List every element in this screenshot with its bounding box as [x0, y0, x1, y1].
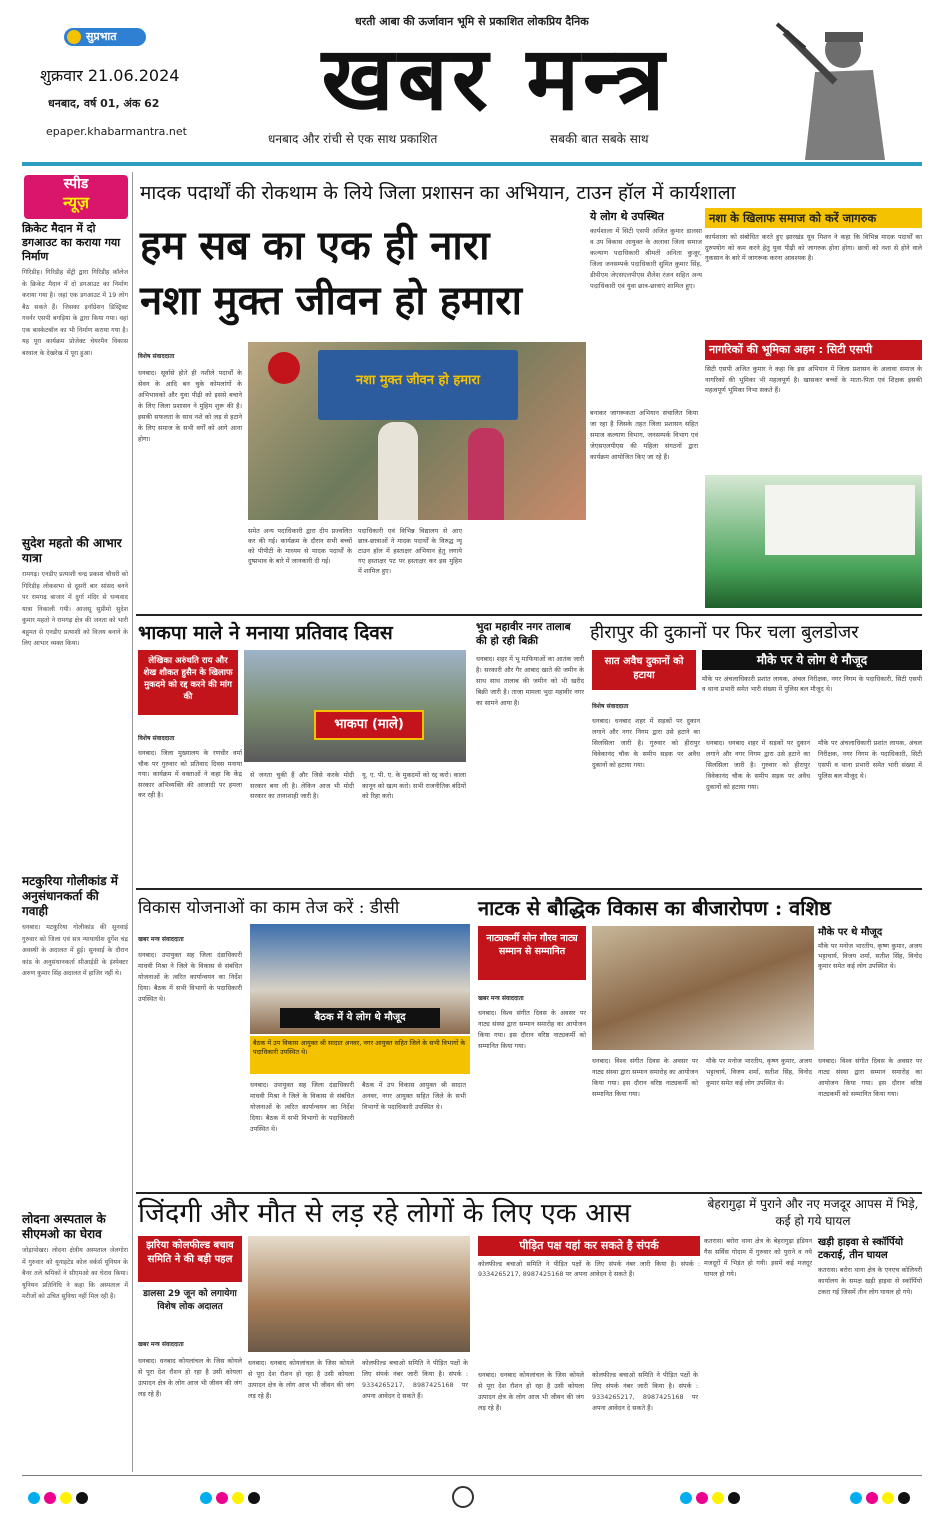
hirapur-body-col2: धनबाद। धनबाद शहर में सड़कों पर दुकान लगाने और नगर निगम द्वारा उसे हटाने का सिलसिला जारी है। गुरुवार को हीरापुर विवेकानंद चौक के समीप सड़क पर अवैध दुकानों को हटाया गया। [706, 739, 810, 791]
hirapur-byline: विशेष संवाददाता [592, 703, 629, 710]
lead-byline: विशेष संवाददाता [138, 353, 175, 360]
vikas-byline: खबर मन्त्र संवाददाता [138, 936, 184, 943]
signature-wall-photo [705, 475, 922, 608]
registration-dot [882, 1492, 894, 1504]
jindagi-photo [248, 1236, 470, 1352]
hirapur-box-title: मौके पर ये लोग थे मौजूद [702, 650, 922, 670]
lead-body-col4: बनाकर जागरूकता अभियान संचालित किया जा रहा है जिसके तहत जिला प्रशासन सहित समाज कल्याण विभाग, जनसम्पर्क विभाग एवं जेएसएलपीएस की महिला संगठनों द्वारा कार्यक्रम आयोजित किए जा रहे हैं। [590, 409, 698, 461]
registration-dot [28, 1492, 40, 1504]
registration-dot [216, 1492, 228, 1504]
section-rule [136, 614, 922, 616]
person-figure [378, 422, 418, 520]
event-banner [318, 350, 518, 420]
jindagi-body-col4: धनबाद। धनबाद कोयलांचल के जिस कोयले से पूरा देश रौशन हो रहा है उसी कोयला उत्पादन क्षेत्र के लोग आज भी जीवन की जंग लड़ रहे हैं। [478, 1371, 584, 1412]
natak-headline: नाटक से बौद्धिक विकास का बीजारोपण : वशिष्ठ [478, 896, 831, 920]
hirapur-body-col3: मौके पर अंचलाधिकारी प्रशांत लायक, अंचल निरीक्षक, नगर निगम के पदाधिकारी, सिटी एसपी व थाना प्रभारी समेत भारी संख्या में पुलिस बल मौजूद थे। [818, 739, 922, 780]
speed-news-body: धनबाद। मटकुरिया गोलीकांड की सुनवाई गुरुवार को जिला एवं सत्र न्यायाधीश दुर्गेश चंद्र अवस्थी के अदालत में हुई। सुनवाई के दौरान कांड के अनुसंधानकर्ता सीआईडी के इंस्पेक्टर अरुण कुमार सिंह अदालत में हाजिर नहीं थे। [22, 924, 128, 977]
lead-body-col2: समेत अन्य पदाधिकारी द्वारा दीप प्रज्वलित कर की गई। कार्यक्रम के दौरान सभी बच्चों को पीपीटी के माध्यम से मादक पदार्थों के दुष्प्रभाव के बारे में जानकारी दी गई। [248, 527, 352, 565]
registration-dot [680, 1492, 692, 1504]
flag-banner-text: भाकपा (माले) [334, 717, 404, 732]
masthead-sub-left: धनबाद और रांची से एक साथ प्रकाशित [268, 132, 438, 146]
natak-red: नाट्यकर्मी सोन गौरव नाट्य सम्मान से सम्मानित [478, 926, 586, 980]
natak-box-title: मौके पर थे मौजूद [818, 927, 883, 938]
contact-title: पीड़ित पक्ष यहां कर सकते है संपर्क [478, 1236, 700, 1256]
masthead-sub-right: सबकी बात सबके साथ [550, 132, 649, 146]
registration-dot [248, 1492, 260, 1504]
speed-news-headline: मटकुरिया गोलीकांड में अनुसंधानकर्ता की गवाही [22, 874, 118, 918]
speed-news-headline: क्रिकेट मैदान में दो डगआउट का कराया गया निर्माण [22, 222, 121, 263]
vikas-body-col2: धनबाद। उपायुक्त सह जिला दंडाधिकारी माधवी मिश्रा ने जिले के विकास से संबंधित योजनाओं के त्वरित कार्यान्वयन का निर्देश दिया। बैठक में सभी विभागों के पदाधिकारी उपस्थित थे। [250, 1081, 354, 1133]
registration-dot [866, 1492, 878, 1504]
natak-body-col3: मौके पर मनोज भारतीय, कृष्ण कुमार, अजय भट्टाचार्य, विजय शर्मा, सतीश सिंह, विनोद कुमार समेत कई लोग उपस्थित थे। [706, 1057, 812, 1087]
masthead [0, 0, 945, 160]
contact-box [478, 1236, 700, 1364]
katras-headline: खड़ी हाइवा से स्कॉर्पियो टकराई, तीन घायल [818, 1237, 904, 1261]
edition-tag: सुप्रभात [64, 28, 146, 46]
registration-dot [232, 1492, 244, 1504]
natak-body-col4: धनबाद। विश्व संगीत दिवस के अवसर पर नाट्य संस्था द्वारा सम्मान समारोह का आयोजन किया गया। इस दौरान वरिष्ठ नाट्यकर्मी को सम्मानित किया गया। [818, 1057, 922, 1098]
natak-box [818, 926, 922, 1046]
natak-byline: खबर मन्त्र संवाददाता [478, 995, 524, 1002]
jindagi-body-col2: धनबाद। धनबाद कोयलांचल के जिस कोयले से पूरा देश रौशन हो रहा है उसी कोयला उत्पादन क्षेत्र के लोग आज भी जीवन की जंग लड़ रहे हैं। [248, 1359, 354, 1400]
present-body: कार्यशाला में सिटी एसपी अजित कुमार डालसा व उप विकास आयुक्त के अलावा जिला समाज कल्याण पदाधिकारी श्रीमती अनिता कुजूर, जिला जनसम्पर्क पदाधिकारी सुमित कुमार सिंह, डीपीएम जेएसएलपीएस शैलेश रंजन सहित अन्य पदाधिकारी एवं युवा छात्र-छात्राएं शामिल हुए। [590, 227, 702, 290]
signature-board [765, 485, 915, 555]
hirapur-body: धनबाद। धनबाद शहर में सड़कों पर दुकान लगाने और नगर निगम द्वारा उसे हटाने का सिलसिला जारी है। गुरुवार को हीरापुर विवेकानंद चौक के समीप सड़क पर अवैध दुकानों को हटाया गया। [592, 717, 700, 769]
vikas-body-col3: बैठक में उप विकास आयुक्त श्री सादात अनवर, नगर आयुक्त सहित जिले के सभी विभागों के पदाधिकारी उपस्थित थे। [362, 1081, 466, 1111]
speed-news-headline: लोदना अस्पताल के सीएमओ का घेराव [22, 1212, 106, 1241]
registration-dot [44, 1492, 56, 1504]
jindagi-red: झरिया कोलफील्ड बचाव समिति ने की बड़ी पहल [138, 1236, 242, 1282]
cpi-body-col3: यू. ए. पी. ए. के मुकदमों को रद्द करो। काला कानून को खत्म करो। सभी राजनीतिक बंदियों को रिहा करो। [362, 771, 466, 800]
citysp-body: सिटी एसपी अजित कुमार ने कहा कि इस अभियान में जिला प्रशासन के अलावा समाज के नागरिकों की भूमिका भी महत्वपूर्ण है। खासकर बच्चों के माता-पिता एवं शिक्षक इसकी महत्वपूर्ण भूमिका निभा सकते हैं। [705, 365, 922, 394]
cpi-byline: विशेष संवाददाता [138, 735, 175, 742]
present-title: ये लोग थे उपस्थित [590, 210, 664, 223]
nasha-box [705, 208, 922, 336]
registration-dot [712, 1492, 724, 1504]
contact-body: कोलफील्ड बचाओ समिति ने पीड़ित पक्षों के लिए संपर्क नंबर जारी किया है। संपर्क : 9334265217, 8987425168 पर अपना आवेदन दे सकते हैं। [478, 1260, 700, 1278]
sun-icon [67, 30, 81, 44]
registration-dot [200, 1492, 212, 1504]
top-tagline: धरती आबा की ऊर्जावान भूमि से प्रकाशित लोकप्रिय दैनिक [355, 15, 589, 28]
nasha-box-title: नशा के खिलाफ समाज को करें जागरुक [705, 208, 922, 228]
natak-body-col2: धनबाद। विश्व संगीत दिवस के अवसर पर नाट्य संस्था द्वारा सम्मान समारोह का आयोजन किया गया। इस दौरान वरिष्ठ नाट्यकर्मी को सम्मानित किया गया। [592, 1057, 698, 1098]
footer-rule [22, 1475, 922, 1476]
lead-headline-2: नशा मुक्त जीवन हो हमारा [140, 277, 522, 324]
banner-text: नशा मुक्त जीवन हो हमारा [355, 373, 481, 388]
bahragora-headline: बेहरागुढ़ा में पुराने और नए मजदूर आपस में भिड़े, कई हो गये घायल [707, 1197, 919, 1228]
katras-body: कतरास। बरोरा थाना क्षेत्र के एनएच कोलियरी कार्यालय के समक्ष खड़ी हाइवा से स्कॉर्पियो टकरा गई जिसमें तीन लोग घायल हो गये। [818, 1266, 922, 1296]
speed-news-item [22, 536, 128, 861]
day-date: शुक्रवार 21.06.2024 [40, 66, 180, 85]
speed-news-item [22, 874, 128, 1194]
jindagi-byline: खबर मन्त्र संवाददाता [138, 1341, 184, 1348]
registration-dot [76, 1492, 88, 1504]
speed-news-item [22, 222, 128, 532]
hirapur-box [702, 650, 922, 728]
column-divider [132, 172, 133, 1472]
cpi-headline: भाकपा माले ने मनाया प्रतिवाद दिवस [138, 622, 393, 644]
speed-news-body: जोड़ापोखर। लोदना क्षेत्रीय अस्पताल जेलगोरा में गुरुवार को यूनाइटेड कोल वर्कर्स यूनियन के बैनर तले श्रमिकों ने सीएमओ का घेराव किया। यूनियन प्रतिनिधि ने कहा कि अस्पताल में मरीजों को उचित सुविधा नहीं मिल रही है। [22, 1247, 128, 1300]
masthead-rule [22, 162, 922, 166]
jindagi-headline: जिंदगी और मौत से लड़ रहे लोगों के लिए एक आस [138, 1198, 631, 1229]
vikas-caption: बैठक में उप विकास आयुक्त श्री सादात अनवर, नगर आयुक्त सहित जिले के सभी विभागों के पदाधिकारी उपस्थित थे। [250, 1036, 470, 1074]
cpi-box: लेखिका अरुंधति राय और शेख शौकत हुसैन के खिलाफ मुकदमे को रद्द करने की मांग की [138, 650, 238, 715]
lead-photo-main [248, 342, 586, 520]
cpi-body-col2: से जनता चुकी हैं और जिसे करके मोदी सरकार बना ली है। लेकिन आज भी मोदी सरकार का तानाशाही जारी है। [250, 771, 354, 800]
vikas-photo [250, 924, 470, 1034]
flag-banner [314, 710, 424, 740]
section-rule [136, 1192, 922, 1194]
hirapur-headline: हीरापुर की दुकानों पर फिर चला बुलडोजर [590, 622, 859, 643]
katras-story [818, 1236, 922, 1468]
registration-dot [728, 1492, 740, 1504]
present-box [590, 210, 702, 400]
cpi-photo [244, 650, 466, 762]
registration-dot [850, 1492, 862, 1504]
badge-112 [268, 352, 300, 384]
vikas-headline: विकास योजनाओं का काम तेज करें : डीसी [138, 898, 400, 918]
speed-news-headline: सुदेश महतो की आभार यात्रा [22, 536, 122, 565]
vikas-body-col1: धनबाद। उपायुक्त सह जिला दंडाधिकारी माधवी मिश्रा ने जिले के विकास से संबंधित योजनाओं के त्वरित कार्यान्वयन का निर्देश दिया। बैठक में सभी विभागों के पदाधिकारी उपस्थित थे। [138, 951, 242, 1003]
miner-statue-image [775, 12, 925, 160]
jindagi-body-col3: कोलफील्ड बचाओ समिति ने पीड़ित पक्षों के लिए संपर्क नंबर जारी किया है। संपर्क : 9334265217, 8987425168 पर अपना आवेदन दे सकते हैं। [362, 1359, 468, 1400]
cpi-body-col1: धनबाद। जिला मुख्यालय के रणधीर वर्मा चौक पर गुरुवार को प्रतिवाद दिवस मनाया गया। कार्यक्रम में वक्ताओं ने कहा कि केंद्र सरकार अभिव्यक्ति की आजादी पर हमला कर रही है। [138, 749, 242, 799]
bhuda-body: धनबाद। शहर में भू माफियाओं का आतंक जारी है। सरकारी और गैर आबाद खाते की जमीन के साथ साथ तालाब की जमीन को भी खरीद बिक्री जारी है। ताजा मामला भुदा महावीर नगर का सामने आया है। [476, 655, 584, 707]
section-rule [136, 888, 922, 890]
speed-news-body: रामगढ़। एनडीए प्रत्याशी चन्द्र प्रकाश चौधरी को गिरिडीह लोकसभा से दूसरी बार सांसद बनने पर रामगढ़ बाजार में दुर्गा मंदिर से धन्यवाद यात्रा निकाली गयी। आजसू सुप्रीमो सुदेश कुमार महतो ने रामगढ़ क्षेत्र की जनता को भारी बहुमत से एनडीए प्रत्याशी को विजय बनाने के लिए आभार व्यक्त किया। [22, 571, 128, 647]
crosshair-icon [452, 1486, 474, 1508]
jindagi-body-col1: धनबाद। धनबाद कोयलांचल के जिस कोयले से पूरा देश रौशन हो रहा है उसी कोयला उत्पादन क्षेत्र के लोग आज भी जीवन की जंग लड़ रहे हैं। [138, 1357, 242, 1398]
lead-body-col3: पदाधिकारी एवं विभिन्न विद्यालय से आए छात्र-छात्राओं ने मादक पदार्थों के विरुद्ध न्यू टाउन हॉल में हस्ताक्षर अभियान हेतु लगाये गए हस्ताक्षर पट पर हस्ताक्षर कर इस मुहिम में शामिल हुए। [358, 527, 462, 575]
registration-dot [60, 1492, 72, 1504]
speed-news-badge: स्पीड न्यूज़ [24, 175, 128, 219]
citysp-title: नागरिकों की भूमिका अहम : सिटी एसपी [705, 340, 922, 360]
lead-body-col1: धनबाद। सूर्वासे होते ही नशीले पदार्थों के सेवन के आदि बन चुके कोमलांगों के अभिभावकों और युवा पीढ़ी को इससे बचाने के लिए जिला प्रशासन ने मुहिम शुरू की है। इसकी सफलता के साथ नशे को जड़ से हटाने के लिए समाज के सभी वर्गों को आगे आना होगा। [138, 369, 242, 443]
hirapur-box-body: मौके पर अंचलाधिकारी प्रशांत लायक, अंचल निरीक्षक, नगर निगम के पदाधिकारी, सिटी एसपी व थाना प्रभारी समेत भारी संख्या में पुलिस बल मौजूद थे। [702, 675, 922, 693]
bahragora-body: कतरास। बरोरा थाना क्षेत्र के बेहरागुढ़ा इंडियन गैस सर्विस गोदाम में गुरुवार को पुराने व नये मजदूरों में भिड़ंत हो गयी। इसमें कई मजदूर घायल हो गये। [704, 1237, 812, 1278]
nasha-box-body: कार्यशाला को संबोधित करते हुए झारखंड यूथ मिशन ने कहा कि विभिन्न मादक पदार्थों का दुरुपयोग को कम करने हेतु युवा पीढ़ी को जागरुक होना होगा। छात्रों को नशा से होने वाले नुकसान के बारे में जागरूक करना आवश्यक है। [705, 233, 922, 262]
speed-news-item [22, 1212, 128, 1467]
bhuda-headline: भुदा महावीर नगर तालाब की हो रही बिक्री [476, 621, 571, 647]
citysp-box [705, 340, 922, 470]
speed-news-body: गिरिडीह। गिरिडीह सेंट्री द्वारा गिरिडीह कॉलेज के क्रिकेट मैदान में दो डगआउट का निर्माण कराया गया है। जहां एक डगआउट में 19 लोग बैठ सकते हैं। जिसका इनॉग्रेशन डिस्ट्रिक्ट गवर्नर एसपी बगड़िया के द्वारा किया गया। वहां एक बास्केटबॉल का भी निर्माण कराया गया है। यह पूरा कार्यक्रम प्रोजेक्ट चेयरमैन विकास बरवाल के देखरेख में पूरा हुआ। [22, 269, 128, 357]
vikas-box: बैठक में ये लोग थे मौजूद [280, 1008, 440, 1028]
lead-headline-1: हम सब का एक ही नारा [140, 222, 490, 269]
jindagi-body-col5: कोलफील्ड बचाओ समिति ने पीड़ित पक्षों के लिए संपर्क नंबर जारी किया है। संपर्क : 9334265217, 8987425168 पर अपना आवेदन दे सकते हैं। [592, 1371, 698, 1412]
natak-photo [592, 926, 814, 1050]
lead-kicker: मादक पदार्थों की रोकथाम के लिये जिला प्रशासन का अभियान, टाउन हॉल में कार्यशाला [140, 182, 736, 204]
person-figure [468, 428, 504, 520]
masthead-title: खबर मन्त्र [321, 26, 669, 130]
jindagi-sub: डालसा 29 जून को लगायेगा विशेष लोक अदालत [143, 1289, 237, 1312]
issue: धनबाद, वर्ष 01, अंक 62 [48, 97, 160, 110]
registration-dot [696, 1492, 708, 1504]
registration-dot [898, 1492, 910, 1504]
natak-box-body: मौके पर मनोज भारतीय, कृष्ण कुमार, अजय भट्टाचार्य, विजय शर्मा, सतीश सिंह, विनोद कुमार समेत कई लोग उपस्थित थे। [818, 942, 922, 970]
hirapur-red: सात अवैध दुकानों को हटाया [592, 650, 696, 690]
natak-body-col1: धनबाद। विश्व संगीत दिवस के अवसर पर नाट्य संस्था द्वारा सम्मान समारोह का आयोजन किया गया। इस दौरान वरिष्ठ नाट्यकर्मी को सम्मानित किया गया। [478, 1009, 586, 1050]
site-url[interactable]: epaper.khabarmantra.net [46, 125, 187, 138]
